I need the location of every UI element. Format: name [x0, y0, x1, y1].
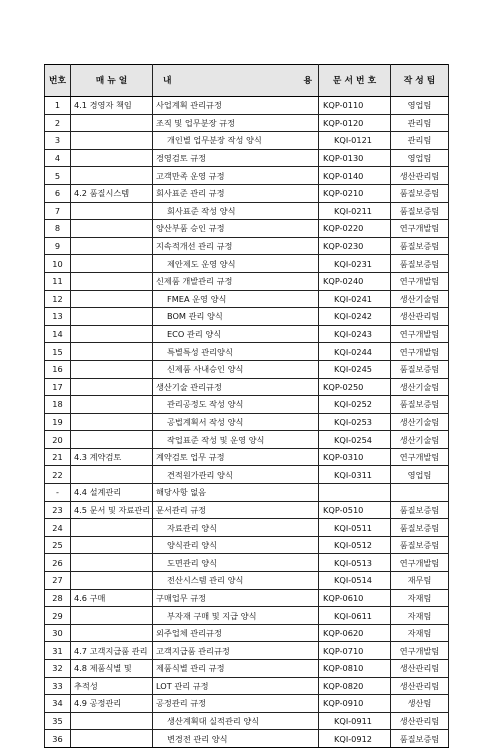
table-row — [45, 448, 449, 466]
table-row — [45, 132, 449, 150]
row-number: 13 — [45, 308, 71, 326]
document-number: KQP-0820 — [319, 677, 391, 695]
row-number: 27 — [45, 572, 71, 590]
manual-section — [71, 308, 153, 326]
content-title: 해당사항 없음 — [153, 484, 319, 502]
document-number: KQP-0230 — [319, 237, 391, 255]
author-team: 자재팀 — [391, 607, 449, 625]
author-team: 자재팀 — [391, 589, 449, 607]
content-title: 고객만족 운영 규정 — [153, 167, 319, 185]
content-title: 사업계획 관리규정 — [153, 97, 319, 115]
table-row — [45, 660, 449, 678]
document-number: KQI-0231 — [319, 255, 391, 273]
document-number: KQI-0911 — [319, 712, 391, 730]
table-row — [45, 695, 449, 713]
content-title: 고객지급품 관리규정 — [153, 642, 319, 660]
manual-section: 4.8 제품식별 및 — [71, 660, 153, 678]
author-team: 관리팀 — [391, 114, 449, 132]
row-number: 11 — [45, 272, 71, 290]
content-title: 공법계획서 작성 양식 — [153, 413, 319, 431]
manual-section: 4.4 설계관리 — [71, 484, 153, 502]
manual-section: 4.9 공정관리 — [71, 695, 153, 713]
table-row — [45, 589, 449, 607]
manual-section — [71, 149, 153, 167]
document-number: KQP-0250 — [319, 378, 391, 396]
author-team: 생산기술팀 — [391, 290, 449, 308]
manual-section — [71, 132, 153, 150]
content-title: 제품식별 관리 규정 — [153, 660, 319, 678]
document-number: KQI-0252 — [319, 396, 391, 414]
document-number: KQP-0140 — [319, 167, 391, 185]
manual-section: 4.3 계약검토 — [71, 448, 153, 466]
author-team: 연구개발팀 — [391, 343, 449, 361]
author-team: 연구개발팀 — [391, 642, 449, 660]
document-number: KQI-0253 — [319, 413, 391, 431]
author-team — [391, 484, 449, 502]
manual-section — [71, 343, 153, 361]
manual-section — [71, 519, 153, 537]
table-row — [45, 255, 449, 273]
header-team: 작 성 팀 — [391, 65, 449, 97]
table-row — [45, 396, 449, 414]
author-team: 품질보증팀 — [391, 396, 449, 414]
document-number: KQI-0912 — [319, 730, 391, 748]
document-number: KQI-0241 — [319, 290, 391, 308]
manual-section — [71, 572, 153, 590]
document-number: KQP-0810 — [319, 660, 391, 678]
document-index-table — [44, 64, 449, 748]
row-number: 6 — [45, 184, 71, 202]
manual-section — [71, 325, 153, 343]
manual-section — [71, 290, 153, 308]
author-team: 생산관리팀 — [391, 677, 449, 695]
manual-section: 4.6 구매 — [71, 589, 153, 607]
table-row — [45, 167, 449, 185]
content-title: 부자재 구매 및 지급 양식 — [153, 607, 319, 625]
document-number: KQP-0110 — [319, 97, 391, 115]
manual-section — [71, 730, 153, 748]
author-team: 품질보증팀 — [391, 237, 449, 255]
document-number: KQP-0240 — [319, 272, 391, 290]
manual-section — [71, 202, 153, 220]
document-number — [319, 484, 391, 502]
author-team: 영업팀 — [391, 466, 449, 484]
content-title: 경영검토 규정 — [153, 149, 319, 167]
row-number: 15 — [45, 343, 71, 361]
row-number: 24 — [45, 519, 71, 537]
table-row — [45, 607, 449, 625]
manual-section — [71, 624, 153, 642]
content-title: FMEA 운영 양식 — [153, 290, 319, 308]
author-team: 연구개발팀 — [391, 554, 449, 572]
header-content-right: 용 — [303, 75, 312, 86]
author-team: 품질보증팀 — [391, 519, 449, 537]
manual-section — [71, 607, 153, 625]
document-number: KQP-0210 — [319, 184, 391, 202]
document-number: KQI-0511 — [319, 519, 391, 537]
author-team: 생산기술팀 — [391, 378, 449, 396]
author-team: 영업팀 — [391, 149, 449, 167]
table-row — [45, 484, 449, 502]
document-number: KQI-0243 — [319, 325, 391, 343]
manual-section — [71, 220, 153, 238]
table-row — [45, 343, 449, 361]
table-row — [45, 624, 449, 642]
table-row — [45, 308, 449, 326]
header-content-left: 내 — [163, 75, 172, 86]
author-team: 생산기술팀 — [391, 431, 449, 449]
document-number: KQI-0244 — [319, 343, 391, 361]
content-title: 구매업무 규정 — [153, 589, 319, 607]
document-number: KQP-0120 — [319, 114, 391, 132]
manual-section: 4.7 고객지급품 관리 — [71, 642, 153, 660]
manual-section — [71, 413, 153, 431]
author-team: 품질보증팀 — [391, 501, 449, 519]
table-row — [45, 642, 449, 660]
author-team: 생산기술팀 — [391, 413, 449, 431]
manual-section — [71, 237, 153, 255]
row-number: 4 — [45, 149, 71, 167]
manual-section: 4.5 문서 및 자료관리 — [71, 501, 153, 519]
content-title: 도면관리 양식 — [153, 554, 319, 572]
content-title: 계약검토 업무 규정 — [153, 448, 319, 466]
content-title: 양식관리 양식 — [153, 536, 319, 554]
document-number: KQP-0620 — [319, 624, 391, 642]
author-team: 자재팀 — [391, 624, 449, 642]
author-team: 생산관리팀 — [391, 660, 449, 678]
author-team: 연구개발팀 — [391, 220, 449, 238]
row-number: 18 — [45, 396, 71, 414]
document-number: KQP-0220 — [319, 220, 391, 238]
author-team: 품질보증팀 — [391, 536, 449, 554]
row-number: 31 — [45, 642, 71, 660]
manual-section — [71, 712, 153, 730]
document-number: KQI-0514 — [319, 572, 391, 590]
row-number: 34 — [45, 695, 71, 713]
author-team: 연구개발팀 — [391, 272, 449, 290]
author-team: 관리팀 — [391, 132, 449, 150]
author-team: 연구개발팀 — [391, 325, 449, 343]
row-number: 35 — [45, 712, 71, 730]
document-number: KQI-0242 — [319, 308, 391, 326]
document-number: KQP-0130 — [319, 149, 391, 167]
document-number: KQI-0311 — [319, 466, 391, 484]
table-row — [45, 519, 449, 537]
row-number: 23 — [45, 501, 71, 519]
manual-section — [71, 272, 153, 290]
manual-section — [71, 114, 153, 132]
author-team: 품질보증팀 — [391, 360, 449, 378]
author-team: 품질보증팀 — [391, 202, 449, 220]
table-row — [45, 413, 449, 431]
manual-section — [71, 466, 153, 484]
manual-section: 4.1 경영자 책임 — [71, 97, 153, 115]
author-team: 재무팀 — [391, 572, 449, 590]
content-title: 지속적개선 관리 규정 — [153, 237, 319, 255]
table-row — [45, 466, 449, 484]
table-row — [45, 272, 449, 290]
table-row — [45, 360, 449, 378]
content-title: 신제품 사내승인 양식 — [153, 360, 319, 378]
table-row — [45, 572, 449, 590]
table-row — [45, 677, 449, 695]
document-number: KQI-0513 — [319, 554, 391, 572]
content-title: 양산부품 승인 규정 — [153, 220, 319, 238]
table-row — [45, 237, 449, 255]
author-team: 생산관리팀 — [391, 167, 449, 185]
manual-section — [71, 536, 153, 554]
table-row — [45, 114, 449, 132]
row-number: 12 — [45, 290, 71, 308]
content-title: 제안제도 운영 양식 — [153, 255, 319, 273]
header-doc-number: 문 서 번 호 — [319, 65, 391, 97]
row-number: 5 — [45, 167, 71, 185]
row-number: 22 — [45, 466, 71, 484]
content-title: 외주업체 관리규정 — [153, 624, 319, 642]
row-number: 20 — [45, 431, 71, 449]
content-title: 자료관리 양식 — [153, 519, 319, 537]
table-row — [45, 325, 449, 343]
table-header-row — [45, 65, 449, 97]
row-number: - — [45, 484, 71, 502]
author-team: 생산관리팀 — [391, 712, 449, 730]
row-number: 14 — [45, 325, 71, 343]
author-team: 품질보증팀 — [391, 730, 449, 748]
author-team: 생산팀 — [391, 695, 449, 713]
author-team: 연구개발팀 — [391, 448, 449, 466]
author-team: 영업팀 — [391, 97, 449, 115]
row-number: 7 — [45, 202, 71, 220]
author-team: 생산관리팀 — [391, 308, 449, 326]
content-title: 신제품 개발관리 규정 — [153, 272, 319, 290]
row-number: 17 — [45, 378, 71, 396]
content-title: 특별특성 관리양식 — [153, 343, 319, 361]
manual-section: 4.2 품질시스템 — [71, 184, 153, 202]
manual-section — [71, 378, 153, 396]
content-title: 회사표준 관리 규정 — [153, 184, 319, 202]
author-team: 품질보증팀 — [391, 255, 449, 273]
row-number: 16 — [45, 360, 71, 378]
content-title: ECO 관리 양식 — [153, 325, 319, 343]
content-title: 공정관리 규정 — [153, 695, 319, 713]
row-number: 1 — [45, 97, 71, 115]
content-title: 조직 및 업무분장 규정 — [153, 114, 319, 132]
content-title: 생산계획대 실적관리 양식 — [153, 712, 319, 730]
table-row — [45, 730, 449, 748]
manual-section — [71, 360, 153, 378]
row-number: 26 — [45, 554, 71, 572]
document-number: KQI-0254 — [319, 431, 391, 449]
row-number: 19 — [45, 413, 71, 431]
manual-section — [71, 554, 153, 572]
content-title: 생산기술 관리규정 — [153, 378, 319, 396]
document-number: KQP-0510 — [319, 501, 391, 519]
table-row — [45, 378, 449, 396]
document-number: KQI-0121 — [319, 132, 391, 150]
content-title: 변경전 관리 양식 — [153, 730, 319, 748]
manual-section: 추적성 — [71, 677, 153, 695]
document-number: KQP-0310 — [319, 448, 391, 466]
document-number: KQP-0710 — [319, 642, 391, 660]
header-number: 번호 — [45, 65, 71, 97]
table-row — [45, 431, 449, 449]
row-number: 9 — [45, 237, 71, 255]
table-row — [45, 202, 449, 220]
document-number: KQI-0611 — [319, 607, 391, 625]
author-team: 품질보증팀 — [391, 184, 449, 202]
row-number: 28 — [45, 589, 71, 607]
table-row — [45, 501, 449, 519]
table-row — [45, 712, 449, 730]
document-number: KQP-0610 — [319, 589, 391, 607]
table-row — [45, 184, 449, 202]
table-row — [45, 97, 449, 115]
row-number: 21 — [45, 448, 71, 466]
row-number: 33 — [45, 677, 71, 695]
table-row — [45, 149, 449, 167]
document-number: KQI-0512 — [319, 536, 391, 554]
content-title: 작업표준 작성 및 운영 양식 — [153, 431, 319, 449]
content-title: LOT 관리 규정 — [153, 677, 319, 695]
table-row — [45, 220, 449, 238]
row-number: 30 — [45, 624, 71, 642]
row-number: 29 — [45, 607, 71, 625]
content-title: BOM 관리 양식 — [153, 308, 319, 326]
row-number: 8 — [45, 220, 71, 238]
row-number: 36 — [45, 730, 71, 748]
document-number: KQI-0245 — [319, 360, 391, 378]
row-number: 32 — [45, 660, 71, 678]
document-number: KQI-0211 — [319, 202, 391, 220]
manual-section — [71, 396, 153, 414]
table-row — [45, 554, 449, 572]
manual-section — [71, 255, 153, 273]
row-number: 3 — [45, 132, 71, 150]
table-row — [45, 290, 449, 308]
row-number: 2 — [45, 114, 71, 132]
header-content — [153, 65, 319, 97]
row-number: 10 — [45, 255, 71, 273]
content-title: 견적원가관리 양식 — [153, 466, 319, 484]
manual-section — [71, 167, 153, 185]
table-row — [45, 536, 449, 554]
content-title: 문서관리 규정 — [153, 501, 319, 519]
content-title: 개인별 업무분장 작성 양식 — [153, 132, 319, 150]
header-manual: 매 뉴 얼 — [71, 65, 153, 97]
row-number: 25 — [45, 536, 71, 554]
content-title: 전산시스템 관리 양식 — [153, 572, 319, 590]
document-number: KQP-0910 — [319, 695, 391, 713]
content-title: 회사표준 작성 양식 — [153, 202, 319, 220]
content-title: 관리공정도 작성 양식 — [153, 396, 319, 414]
manual-section — [71, 431, 153, 449]
